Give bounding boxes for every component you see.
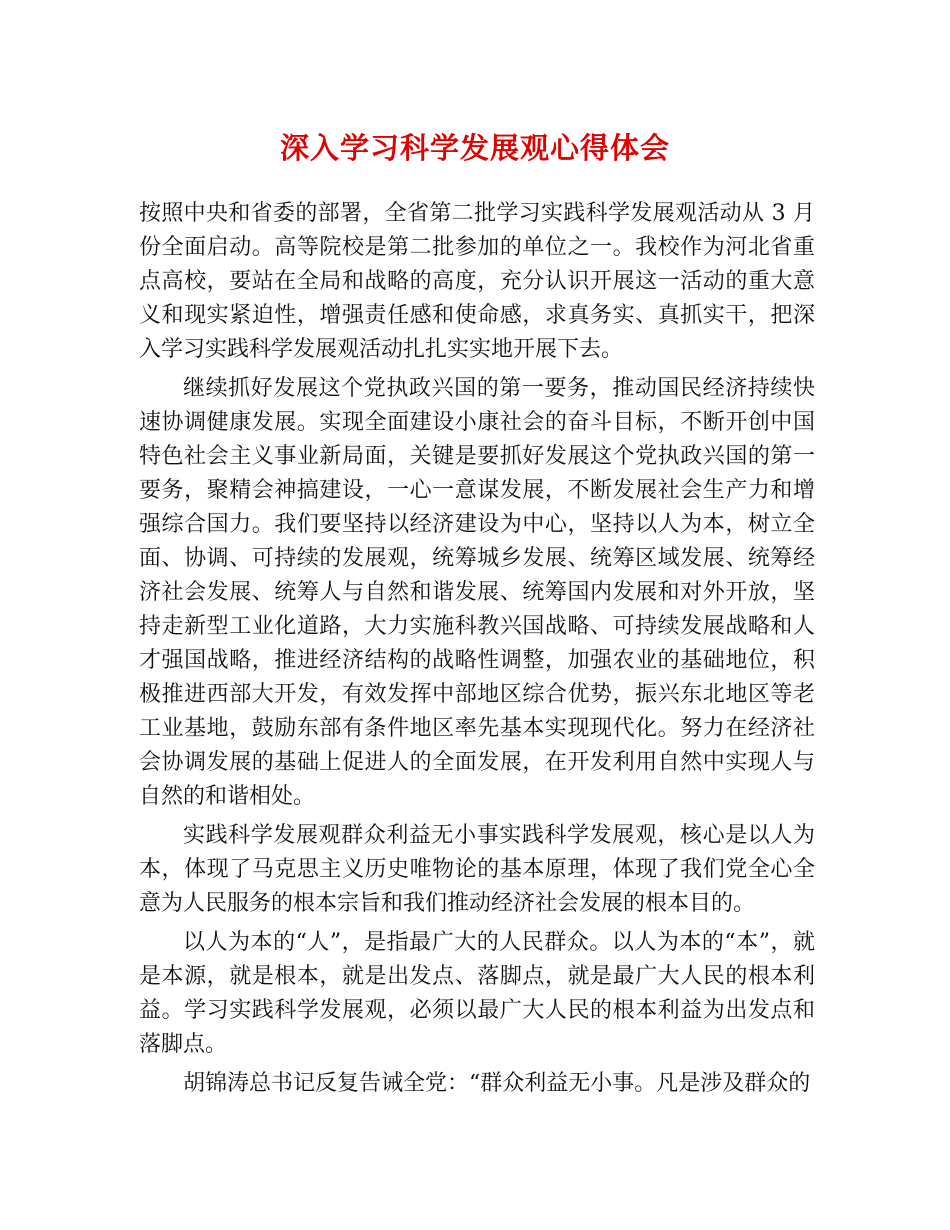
paragraph-5: 胡锦涛总书记反复告诫全党：“群众利益无小事。凡是涉及群众的: [183, 1071, 811, 1096]
paragraph-3: 实践科学发展观群众利益无小事实践科学发展观，核心是以人为本，体现了马克思主义历史唯物论的基本原理，体现了我们党全心全意为人民服务的根本宗旨和我们推动经济社会发展的根本目的。: [139, 823, 815, 916]
paragraph-4: 以人为本的“人”，是指最广大的人民群众。以人为本的“本”，就是本源，就是根本，就是出发点、落脚点，就是最广大人民的根本利益。学习实践科学发展观，必须以最广大人民的根本利益为出发点和落脚点。: [139, 930, 815, 1057]
page-title: 深入学习科学发展观心得体会: [279, 131, 670, 165]
paragraph-1: 按照中央和省委的部署，全省第二批学习实践科学发展观活动从 3 月份全面启动。高等院校是第二批参加的单位之一。我校作为河北省重点高校，要站在全局和战略的高度，充分认识开展这一活动的重大意义和现实紧迫性，增强责任感和使命感，求真务实、真抓实干，把深入学习实践科学发展观活动扎扎实实地开展下去。: [139, 201, 815, 362]
document-body: [139, 197, 815, 1106]
paragraph-2: 继续抓好发展这个党执政兴国的第一要务，推动国民经济持续快速协调健康发展。实现全面建设小康社会的奋斗目标，不断开创中国特色社会主义事业新局面，关键是要抓好发展这个党执政兴国的第一要务，聚精会神搞建设，一心一意谋发展，不断发展社会生产力和增强综合国力。我们要坚持以经济建设为中心，坚持以人为本，树立全面、协调、可持续的发展观，统筹城乡发展、统筹区域发展、统筹经济社会发展、统筹人与自然和谐发展、统筹国内发展和对外开放，坚持走新型工业化道路，大力实施科教兴国战略、可持续发展战略和人才强国战略，推进经济结构的战略性调整，加强农业的基础地位，积极推进西部大开发，有效发挥中部地区综合优势，振兴东北地区等老工业基地，鼓励东部有条件地区率先基本实现现代化。努力在经济社会协调发展的基础上促进人的全面发展，在开发利用自然中实现人与自然的和谐相处。: [139, 376, 815, 809]
